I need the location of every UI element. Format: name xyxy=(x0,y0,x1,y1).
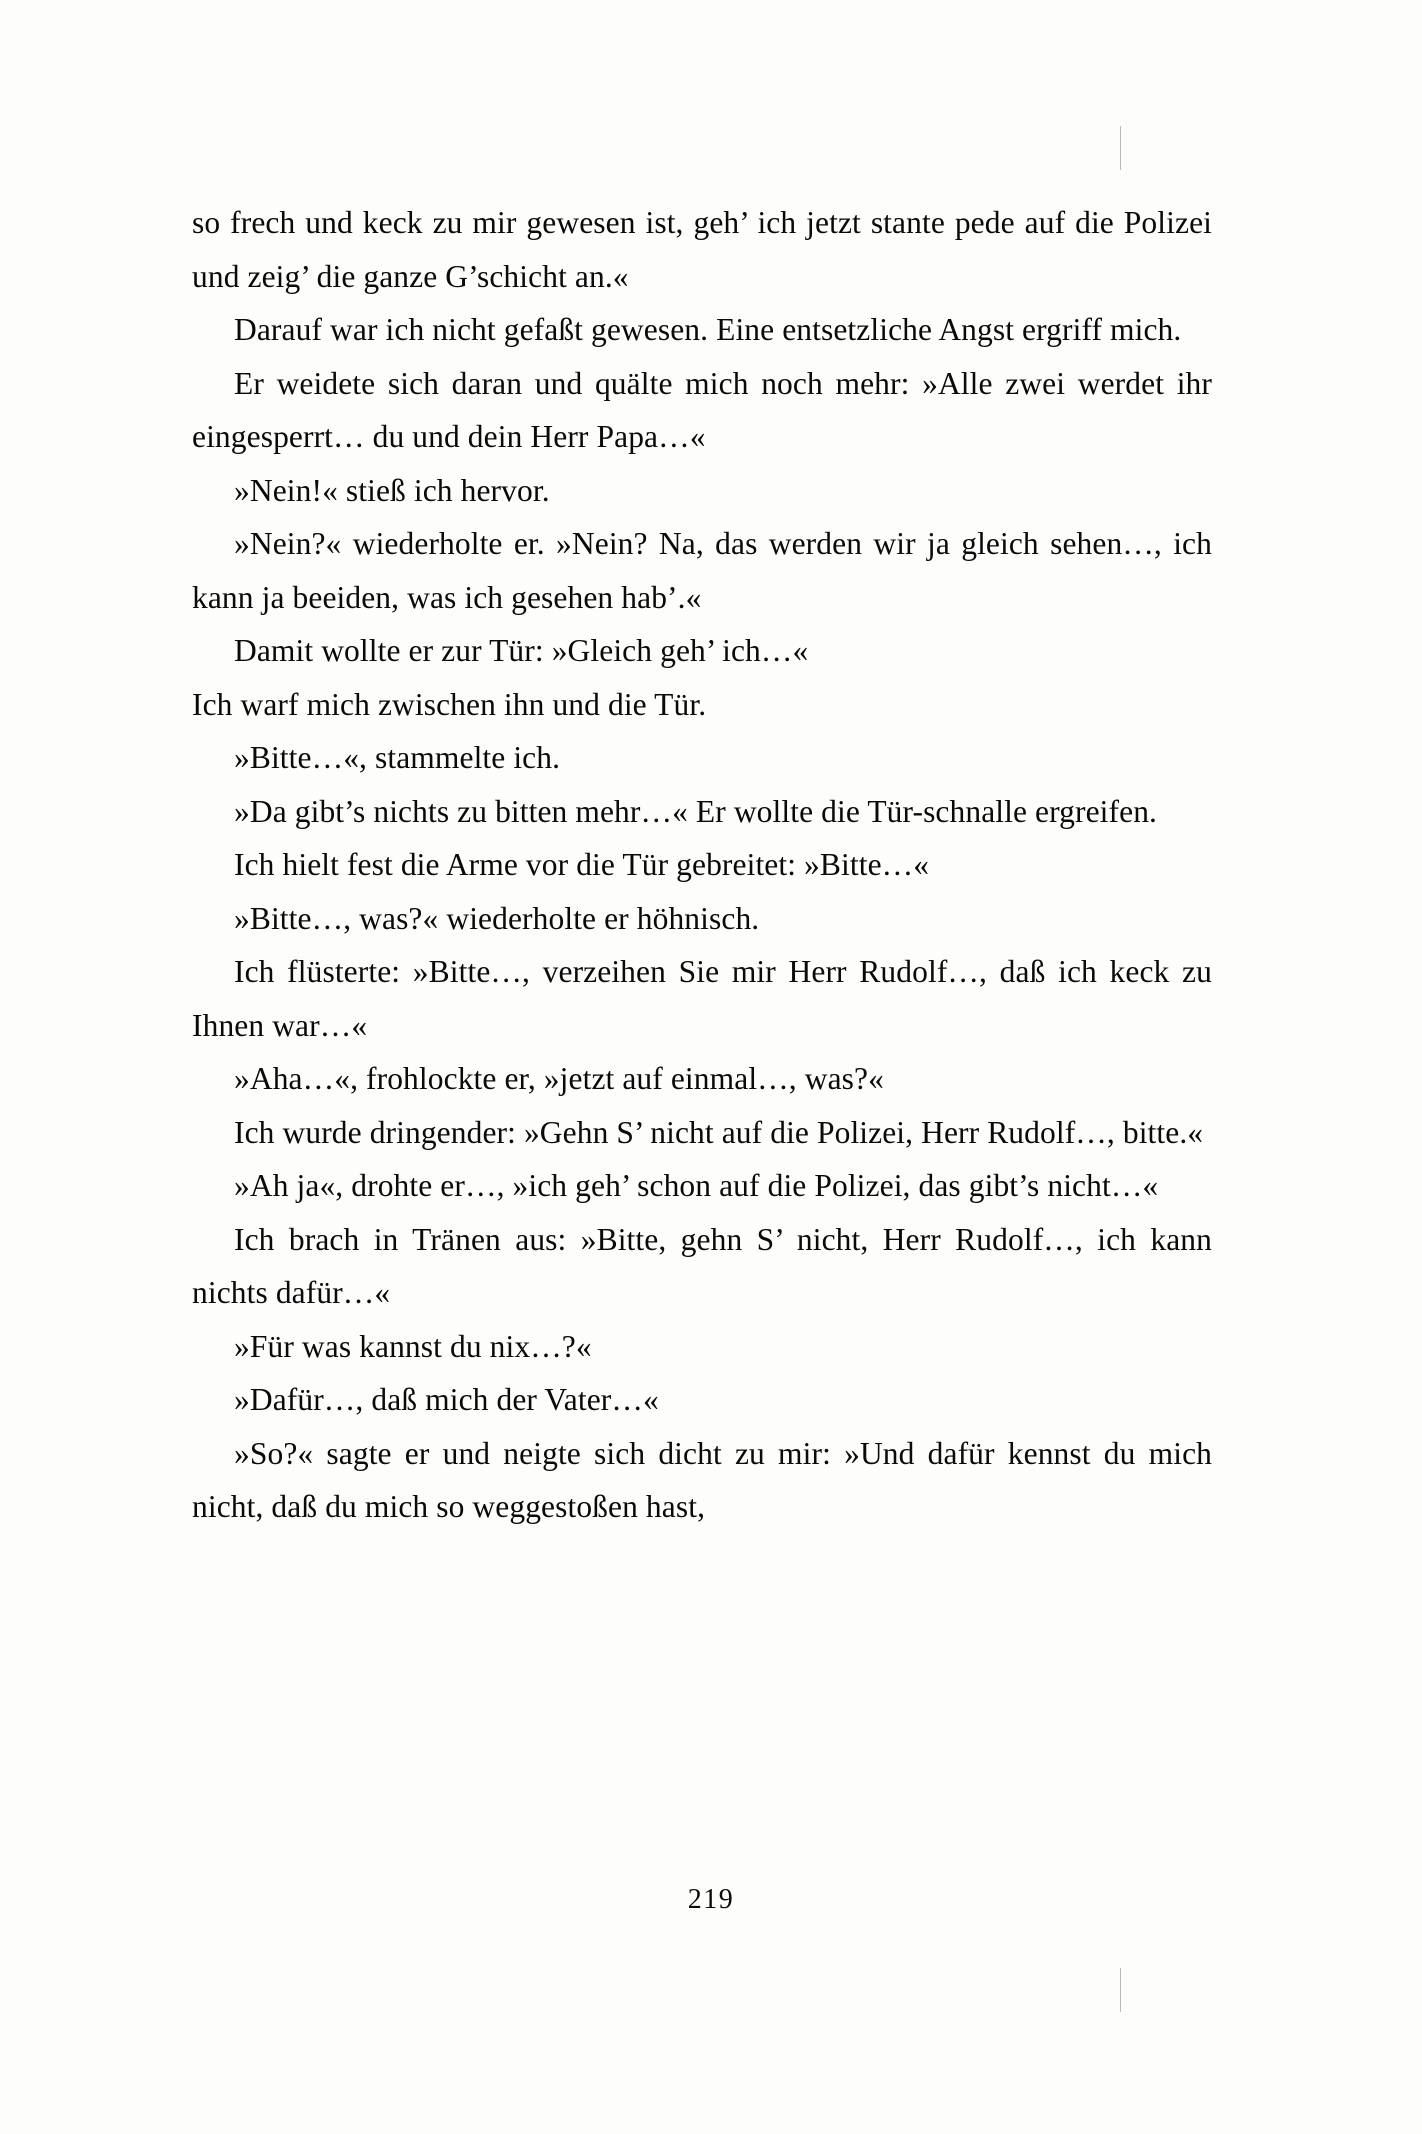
page-text-block xyxy=(192,196,1212,1534)
paragraph: Ich flüsterte: »Bitte…, verzeihen Sie mir Herr Rudolf…, daß ich keck zu Ihnen war…« xyxy=(192,954,1212,1043)
paragraph: »Bitte…«, stammelte ich. xyxy=(234,740,561,775)
paragraph: »Nein?« wiederholte er. »Nein? Na, das werden wir ja gleich sehen…, ich kann ja beeiden, was ich gesehen hab’.« xyxy=(192,526,1212,615)
crop-mark-top xyxy=(1120,126,1121,170)
paragraph: Ich warf mich zwischen ihn und die Tür. xyxy=(192,686,707,722)
paragraph: »Bitte…, was?« wiederholte er höhnisch. xyxy=(234,900,760,936)
paragraph: Er weidete sich daran und quälte mich noch mehr: »Alle zwei werdet ihr eingesperrt… du und dein Herr Papa…« xyxy=(192,365,1212,454)
paragraph: so frech und keck zu mir gewesen ist, geh’ ich jetzt stante pede auf die Polizei und zeig’ die ganze G’schicht an.« xyxy=(192,205,1212,294)
crop-mark-bottom xyxy=(1120,1968,1121,2012)
paragraph: »Für was kannst du nix…?« xyxy=(234,1328,592,1364)
page-number: 219 xyxy=(687,1884,735,1915)
paragraph: »Da gibt’s nichts zu bitten mehr…« Er wollte die Tür-schnalle ergreifen. xyxy=(234,793,1158,829)
paragraph: »Aha…«, frohlockte er, »jetzt auf einmal…, was?« xyxy=(234,1061,884,1096)
paragraph: »Dafür…, daß mich der Vater…« xyxy=(234,1382,659,1417)
paragraph: »Nein!« stieß ich hervor. xyxy=(234,472,550,508)
paragraph: Ich brach in Tränen aus: »Bitte, gehn S’ nicht, Herr Rudolf…, ich kann nichts dafür…« xyxy=(192,1221,1212,1310)
paragraph: Ich wurde dringender: »Gehn S’ nicht auf die Polizei, Herr Rudolf…, bitte.« xyxy=(234,1114,1204,1150)
paragraph: Damit wollte er zur Tür: »Gleich geh’ ich…« xyxy=(234,633,809,668)
paragraph: »So?« sagte er und neigte sich dicht zu mir: »Und dafür kennst du mich nicht, daß du mich so weggestoßen hast, xyxy=(192,1435,1212,1524)
paragraph: Ich hielt fest die Arme vor die Tür gebreitet: »Bitte…« xyxy=(234,847,930,882)
paragraph: Darauf war ich nicht gefaßt gewesen. Eine entsetzliche Angst ergriff mich. xyxy=(234,312,1182,347)
paragraph: »Ah ja«, drohte er…, »ich geh’ schon auf die Polizei, das gibt’s nicht…« xyxy=(234,1168,1159,1203)
